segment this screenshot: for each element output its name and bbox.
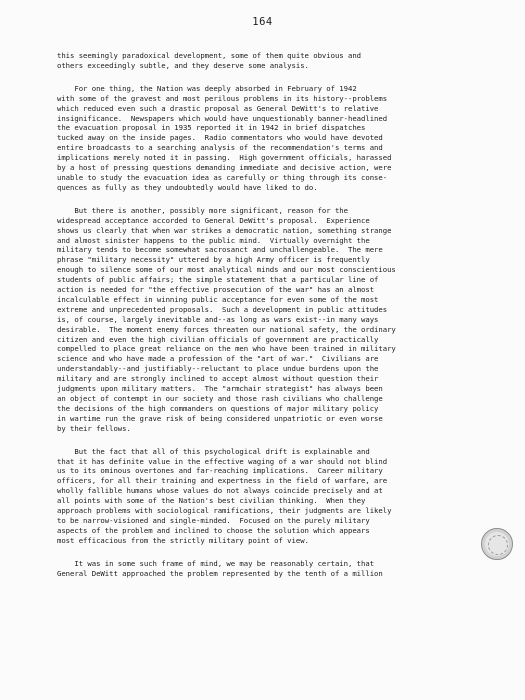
text-line: the evacuation proposal in 1935 reported it in 1942 in brief dispatches <box>57 123 366 133</box>
text-line: insignificance. Newspapers which would have unquestionably banner-headlined <box>57 113 388 123</box>
text-line: students of public affairs; the simple statement that a particular line of <box>57 275 379 285</box>
text-line: desirable. The moment enemy forces threaten our national safety, the ordinary <box>57 324 396 334</box>
paragraph-gap <box>57 71 504 84</box>
text-line: that it has definite value in the effective waging of a war should not blind <box>57 456 388 466</box>
paragraph <box>57 559 504 579</box>
text-line: science and who have made a profession of the "art of war." Civilians are <box>57 354 379 364</box>
text-line: by a host of pressing questions demanding immediate and decisive action, were <box>57 163 392 173</box>
text-line: shows us clearly that when war strikes a democratic nation, something strange <box>57 225 392 235</box>
text-line: approach problems with sociological ramifications, their judgments are likely <box>57 506 392 516</box>
text-line: compelled to place great reliance on the men who have been trained in military <box>57 344 396 354</box>
text-line: aspects of the problem and inclined to choose the solution which appears <box>57 525 370 535</box>
paragraph <box>57 84 504 193</box>
text-line: by their fellows. <box>57 423 131 433</box>
text-line: entire broadcasts to a searching analysis of the recommendation's terms and <box>57 143 383 153</box>
text-line: officers, for all their training and expertness in the field of warfare, are <box>57 476 388 486</box>
text-line: phrase "military necessity" uttered by a high Army officer is frequently <box>57 255 370 265</box>
body-text <box>57 51 504 579</box>
text-line: But there is another, possibly more significant, reason for the <box>57 205 348 215</box>
text-line: military tends to become somewhat sacrosanct and unchallengeable. The mere <box>57 245 383 255</box>
paragraph-gap <box>57 193 504 206</box>
text-line: to be narrow-visioned and single-minded. Focused on the purely military <box>57 515 370 525</box>
library-stamp <box>481 528 513 560</box>
text-line: most efficacious from the strictly military point of view. <box>57 535 309 545</box>
text-line: quences as fully as they undoubtedly would have liked to do. <box>57 182 318 192</box>
text-line: unable to study the evacuation idea as carefully or thing through its conse- <box>57 172 388 182</box>
text-line: this seemingly paradoxical development, some of them quite obvious and <box>57 51 362 60</box>
text-line: judgments upon military matters. The "armchair strategist" has always been <box>57 384 383 394</box>
text-line: incalculable effect in winning public acceptance for even some of the most <box>57 294 379 304</box>
paragraph-gap <box>57 546 504 559</box>
text-line: implications merely noted it in passing. High government officials, harassed <box>57 153 392 163</box>
text-line: wholly fallible humans whose values do not always coincide precisely and at <box>57 486 383 496</box>
text-line: action is needed for "the effective prosecution of the war" has an almost <box>57 285 375 295</box>
text-line: which reduced even such a drastic proposal as General DeWitt's to relative <box>57 103 379 113</box>
paragraph <box>57 51 504 71</box>
text-line: military and are strongly inclined to accept almost without question their <box>57 374 379 384</box>
text-line: the decisions of the high commanders on questions of major military policy <box>57 403 379 413</box>
stamp-ring <box>488 535 508 555</box>
text-line: It was in some such frame of mind, we may be reasonably certain, that <box>57 558 375 568</box>
page-number: 164 <box>252 16 273 28</box>
text-line: widespread acceptance accorded to General DeWitt's proposal. Experience <box>57 215 370 225</box>
text-line: understandably--and justifiably--reluctant to place undue burdens upon the <box>57 364 379 374</box>
text-line: others exceedingly subtle, and they deserve some analysis. <box>57 60 309 70</box>
paragraph-gap <box>57 434 504 447</box>
paragraph <box>57 447 504 546</box>
text-line: tucked away on the inside pages. Radio commentators who would have devoted <box>57 133 383 143</box>
text-line: General DeWitt approached the problem represented by the tenth of a million <box>57 568 383 578</box>
text-line: all points with some of the Nation's best civilian thinking. When they <box>57 496 366 506</box>
text-line: an object of contempt in our society and those rash civilians who challenge <box>57 394 383 403</box>
text-line: But the fact that all of this psychological drift is explainable and <box>57 446 370 456</box>
text-line: For one thing, the Nation was deeply absorbed in February of 1942 <box>57 83 357 93</box>
text-line: enough to silence some of our most analytical minds and our most conscientious <box>57 265 396 275</box>
text-line: citizen and even the high civilian officials of government are practically <box>57 334 379 344</box>
text-line: is, of course, largely inevitable and--as long as wars exist--in many ways <box>57 314 379 324</box>
text-line: and almost sinister happens to the public mind. Virtually overnight the <box>57 235 370 245</box>
text-line: in wartime run the grave risk of being considered unpatriotic or even worse <box>57 413 383 423</box>
text-line: us to its ominous overtones and far-reaching implications. Career military <box>57 466 383 476</box>
text-line: with some of the gravest and most perilous problems in its history--problems <box>57 93 388 103</box>
paragraph <box>57 206 504 434</box>
text-line: extreme and unprecedented proposals. Such a development in public attitudes <box>57 304 388 314</box>
